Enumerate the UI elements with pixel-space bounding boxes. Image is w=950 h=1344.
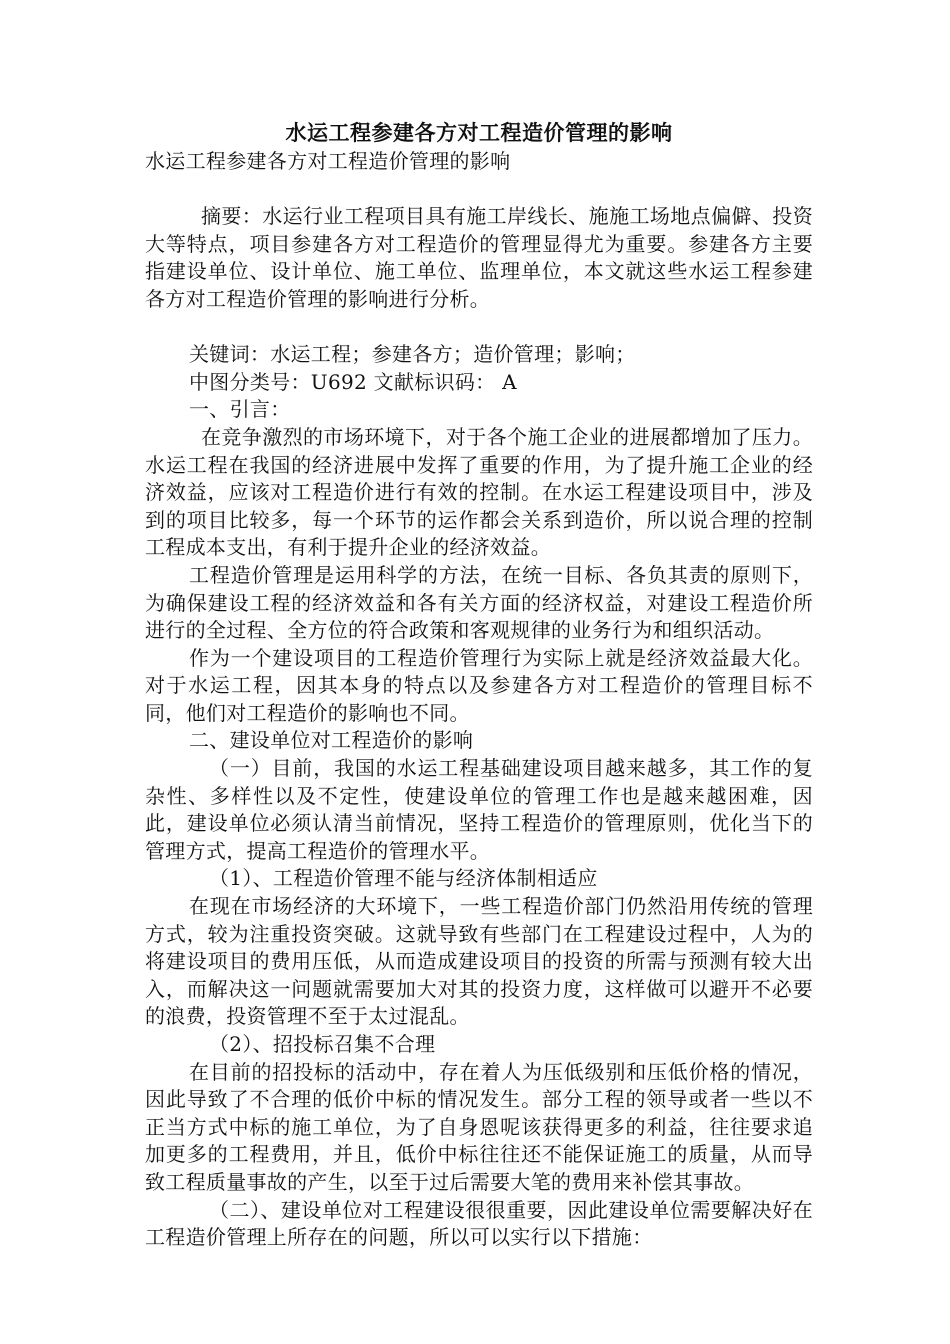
item1-heading: （1）、工程造价管理不能与经济体制相适应	[209, 866, 598, 891]
document-subtitle: 水运工程参建各方对工程造价管理的影响	[145, 149, 511, 173]
abstract-paragraph: 摘要：水运行业工程项目具有施工岸线长、施施工场地点偏僻、投资大等特点，项目参建各方对工程造价的管理显得尤为重要。参建各方主要指建设单位、设计单位、施工单位、监理单位，本文就这些水运工程参建各方对工程造价管理的影响进行分析。	[145, 204, 813, 311]
intro-paragraph-3: 作为一个建设项目的工程造价管理行为实际上就是经济效益最大化。对于水运工程，因其本身的特点以及参建各方对工程造价的管理目标不同，他们对工程造价的影响也不同。	[145, 645, 813, 725]
item1-body: 在现在市场经济的大环境下，一些工程造价部门仍然沿用传统的管理方式，较为注重投资突破。这就导致有些部门在工程建设过程中，人为的将建设项目的费用压低，从而造成建设项目的投资的所需与预测有较大出入，而解决这一问题就需要加大对其的投资力度，这样做可以避开不必要的浪费，投资管理不至于太过混乱。	[145, 894, 813, 1029]
section2-paragraph-1: （一）目前，我国的水运工程基础建设项目越来越多，其工作的复杂性、多样性以及不定性，使建设单位的管理工作也是越来越困难，因此，建设单位必须认清当前情况，坚持工程造价的管理原则，优化当下的管理方式，提高工程造价的管理水平。	[145, 756, 813, 863]
keywords-line: 关键词：水运工程；参建各方；造价管理；影响；	[189, 342, 636, 367]
item2-heading: （2）、招投标召集不合理	[209, 1032, 436, 1056]
document-page	[145, 118, 813, 1252]
section-heading-construction-unit: 二、建设单位对工程造价的影响	[189, 728, 474, 753]
item2-body: 在目前的招投标的活动中，存在着人为压低级别和压低价格的情况，因此导致了不合理的低价中标的情况发生。部分工程的领导或者一些以不正当方式中标的施工单位，为了自身恩呢该获得更多的利益，往往要求追加更多的工程费用，并且，低价中标往往还不能保证施工的质量，从而导致工程质量事故的产生，以至于过后需要大笔的费用来补偿其事故。	[145, 1059, 813, 1194]
blank-line	[145, 314, 813, 342]
blank-line	[145, 176, 813, 204]
intro-paragraph-1: 在竞争激烈的市场环境下，对于各个施工企业的进展都增加了压力。水运工程在我国的经济进展中发挥了重要的作用，为了提升施工企业的经济效益，应该对工程造价进行有效的控制。在水运工程建设项目中，涉及到的项目比较多，每一个环节的运作都会关系到造价，所以说合理的控制工程成本支出，有利于提升企业的经济效益。	[145, 424, 813, 560]
document-title: 水运工程参建各方对工程造价管理的影响	[285, 120, 673, 145]
section-heading-introduction: 一、引言：	[189, 397, 291, 422]
intro-paragraph-2: 工程造价管理是运用科学的方法，在统一目标、各负其责的原则下，为确保建设工程的经济效益和各有关方面的经济权益，对建设工程造价所进行的全过程、全方位的符合政策和客观规律的业务行为和组织活动。	[145, 562, 813, 643]
classification-line: 中图分类号：U692 文献标识码： A	[189, 369, 517, 394]
section2-paragraph-2: （二）、建设单位对工程建设很很重要，因此建设单位需要解决好在工程造价管理上所存在的问题，所以可以实行以下措施：	[145, 1197, 813, 1250]
